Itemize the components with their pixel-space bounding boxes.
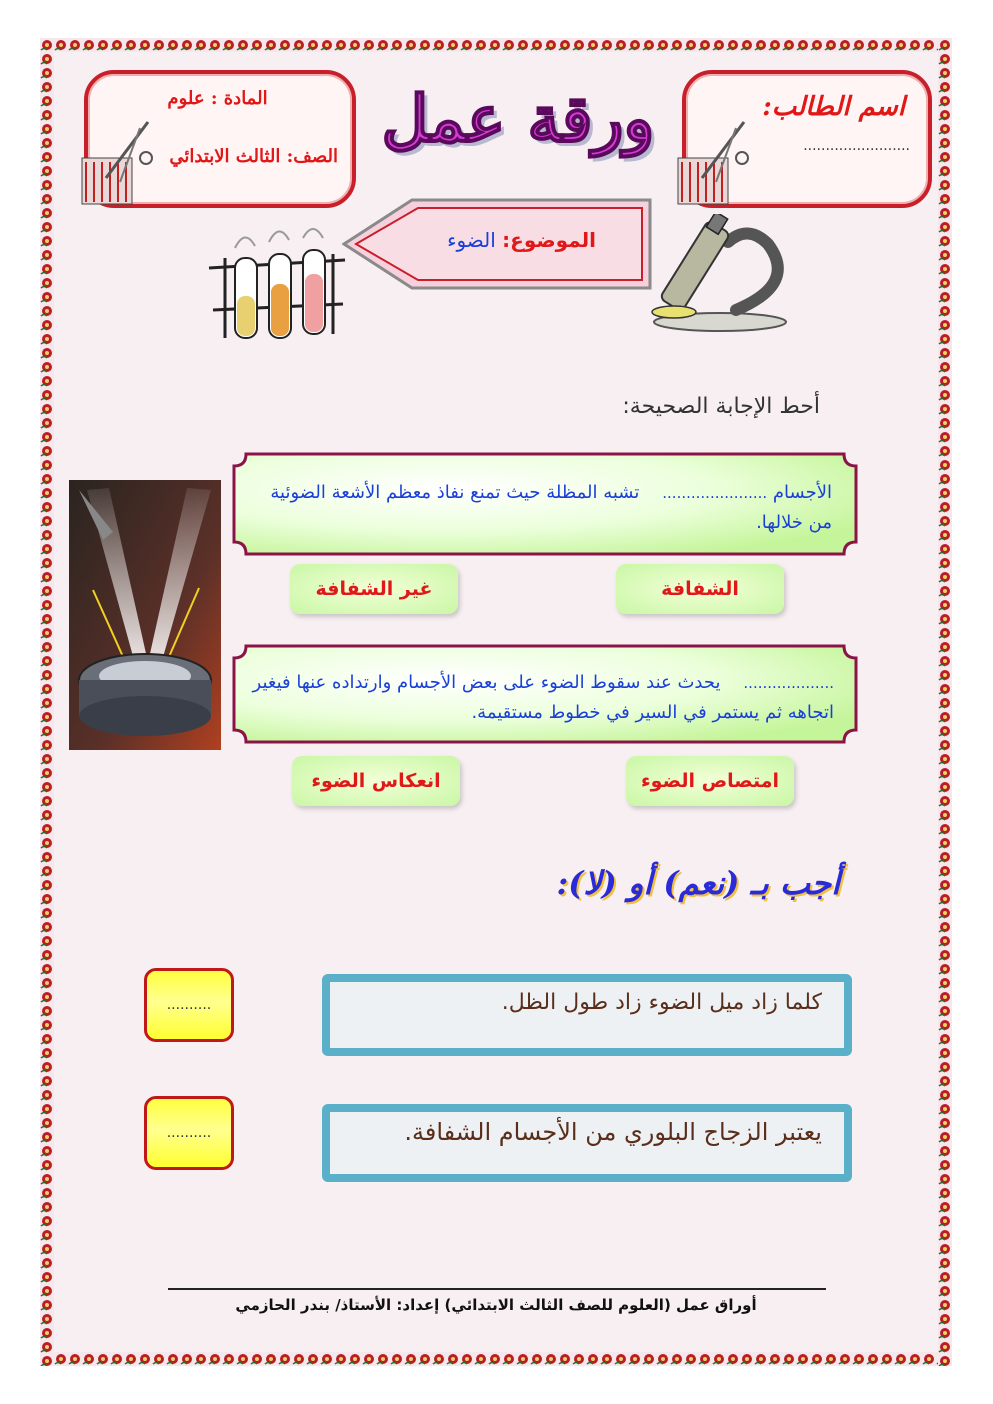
- statement2-text: يعتبر الزجاج البلوري من الأجسام الشفافة.: [404, 1118, 822, 1146]
- footer-divider: [168, 1288, 826, 1290]
- topic-text: [420, 228, 596, 252]
- option-opaque[interactable]: غير الشفافة: [290, 564, 458, 614]
- test-tubes-icon: [205, 218, 350, 346]
- statement2-answer-box[interactable]: [144, 1096, 234, 1170]
- question1-body: تشبه المظلة حيث تمنع نفاذ معظم الأشعة الضوئية من خلالها.: [270, 482, 832, 533]
- statement1-text: كلما زاد ميل الضوء زاد طول الظل.: [501, 990, 822, 1015]
- right-floral-border: [938, 38, 952, 1366]
- microscope-icon: [648, 214, 798, 334]
- question2-blank[interactable]: ...................: [743, 674, 834, 692]
- question1-prefix: الأجسام: [772, 482, 832, 503]
- left-floral-border: [40, 38, 54, 1366]
- light-reflection-image: [69, 480, 221, 750]
- knitting-icon: [672, 118, 752, 206]
- footer-credit: أوراق عمل (العلوم للصف الثالث الابتدائي) إعداد: الأستاذ/ بندر الحازمي: [235, 1296, 757, 1314]
- top-floral-border: [40, 38, 952, 52]
- student-name-label: اسم الطالب:: [762, 92, 905, 122]
- option-absorption[interactable]: امتصاص الضوء: [626, 756, 794, 806]
- section2-instruction: أجب بـ (نعم) أو (لا):: [556, 864, 840, 902]
- section1-instruction: أحط الإجابة الصحيحة:: [622, 394, 820, 419]
- worksheet-title: ورقة عمل: [381, 82, 655, 157]
- subject-label: المادة : علوم: [167, 88, 268, 109]
- topic-label: الموضوع:: [502, 228, 596, 252]
- statement2-answer-blank: ..........: [166, 1125, 212, 1141]
- grade-label: الصف: الثالث الابتدائي: [169, 146, 338, 167]
- question2-body: يحدث عند سقوط الضوء على بعض الأجسام وارتداده عنها فيغير اتجاهه ثم يستمر في السير في خطوط مستقيمة.: [252, 672, 834, 723]
- statement1-answer-box[interactable]: [144, 968, 234, 1042]
- question1-blank[interactable]: ......................: [662, 484, 768, 502]
- bottom-floral-border: [40, 1352, 952, 1366]
- topic-value: الضوء: [447, 228, 496, 252]
- statement1-box: [322, 974, 852, 1056]
- knitting-icon-left: [76, 118, 156, 206]
- question2-text: [252, 668, 834, 728]
- question1-text: [262, 478, 832, 538]
- statement1-answer-blank: ..........: [166, 997, 212, 1013]
- student-name-field[interactable]: ........................: [803, 138, 910, 154]
- option-reflection[interactable]: انعكاس الضوء: [292, 756, 460, 806]
- option-transparent[interactable]: الشفافة: [616, 564, 784, 614]
